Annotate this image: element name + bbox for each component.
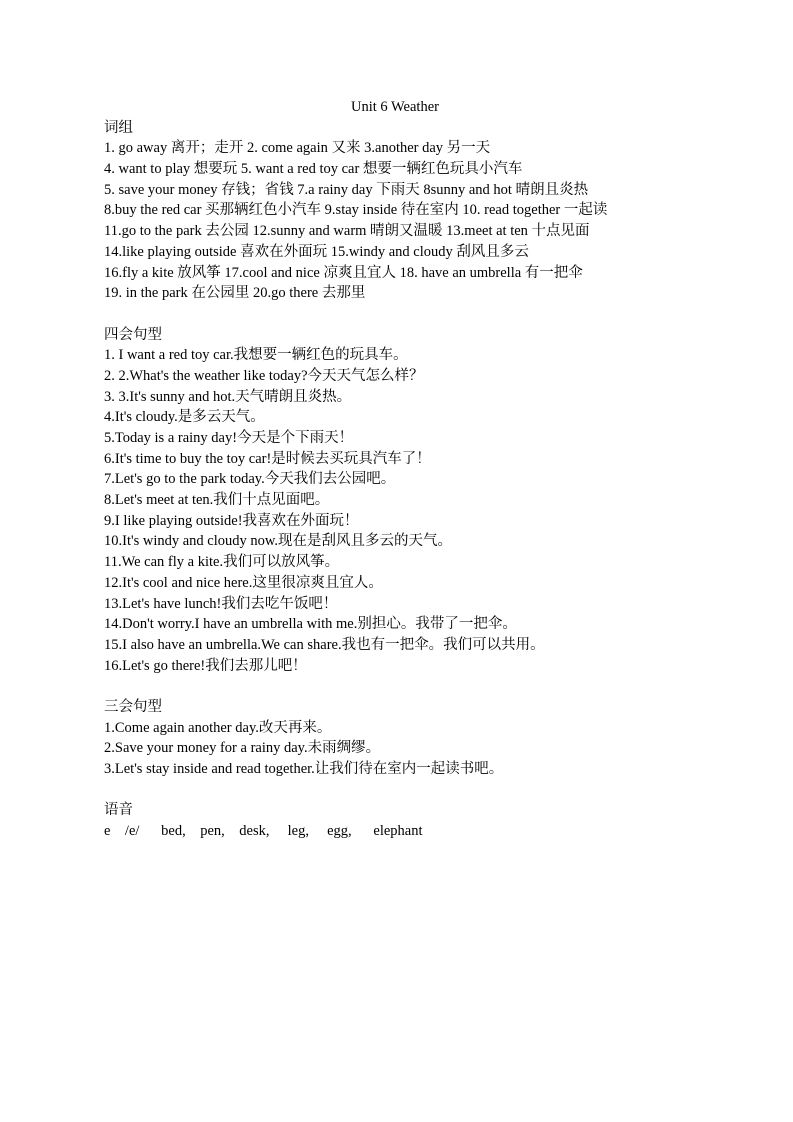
sentence-line: 14.Don't worry.I have an umbrella with me.别担心。我带了一把伞。: [104, 616, 517, 633]
phrase-line: 16.fly a kite 放风筝 17.cool and nice 凉爽且宜人 18. have an umbrella 有一把伞: [104, 264, 583, 281]
section-gap: [104, 676, 704, 697]
sentence-line: 5.Today is a rainy day!今天是个下雨天！: [104, 430, 354, 446]
sentence-line: 15.I also have an umbrella.We can share.我也有一把伞。我们可以共用。: [104, 636, 545, 653]
sentence-line: 2. 2.What's the weather like today?今天天气怎么样？: [104, 367, 424, 384]
sentence-line: 12.It's cool and nice here.这里很凉爽且宜人。: [104, 574, 383, 591]
sentence-line: 3. 3.It's sunny and hot.天气晴朗且炎热。: [104, 388, 352, 405]
sentence-line: 10.It's windy and cloudy now.现在是刮风且多云的天气。: [104, 533, 453, 550]
sentence-line: 16.Let's go there!我们去那儿吧！: [104, 657, 307, 674]
four-skill-sentences-section: [104, 325, 704, 677]
phonics-line: e /e/ bed, pen, desk, leg, egg, elephant: [104, 823, 423, 840]
phrases-section: [104, 118, 704, 304]
phrase-line: 11.go to the park 去公园 12.sunny and warm 晴朗又温暖 13.meet at ten 十点见面: [104, 223, 590, 240]
four-skill-heading: 四会句型: [104, 326, 162, 343]
section-gap: [104, 304, 704, 325]
phrases-heading: 词组: [104, 119, 133, 136]
sentence-line: 7.Let's go to the park today.今天我们去公园吧。: [104, 471, 396, 488]
phrase-line: 8.buy the red car 买那辆红色小汽车 9.stay inside 待在室内 10. read together 一起读: [104, 202, 608, 219]
document-page: [104, 97, 704, 842]
sentence-line: 13.Let's have lunch!我们去吃午饭吧！: [104, 595, 338, 612]
phrase-line: 14.like playing outside 喜欢在外面玩 15.windy and cloudy 刮风且多云: [104, 243, 529, 260]
three-skill-sentences-section: [104, 697, 704, 780]
phrase-line: 5. save your money 存钱；省钱 7.a rainy day 下雨天 8sunny and hot 晴朗且炎热: [104, 181, 589, 198]
sentence-line: 8.Let's meet at ten.我们十点见面吧。: [104, 492, 330, 509]
sentence-line: 9.I like playing outside!我喜欢在外面玩！: [104, 512, 359, 529]
sentence-line: 11.We can fly a kite.我们可以放风筝。: [104, 554, 340, 571]
sentence-line: 2.Save your money for a rainy day.未雨绸缪。: [104, 740, 381, 757]
phrase-line: 1. go away 离开；走开 2. come again 又来 3.another day 另一天: [104, 140, 491, 157]
phonics-section: [104, 800, 704, 841]
sentence-line: 6.It's time to buy the toy car!是时候去买玩具汽车了！: [104, 450, 431, 467]
phonics-heading: 语音: [104, 802, 133, 819]
page-title: Unit 6 Weather: [351, 99, 439, 115]
three-skill-heading: 三会句型: [104, 698, 162, 715]
sentence-line: 4.It's cloudy.是多云天气。: [104, 409, 265, 426]
phrase-line: 19. in the park 在公园里 20.go there 去那里: [104, 285, 366, 302]
phrase-line: 4. want to play 想要玩 5. want a red toy car 想要一辆红色玩具小汽车: [104, 161, 523, 178]
sentence-line: 1. I want a red toy car.我想要一辆红色的玩具车。: [104, 347, 408, 364]
section-gap: [104, 780, 704, 801]
sentence-line: 3.Let's stay inside and read together.让我们待在室内一起读书吧。: [104, 761, 504, 777]
sentence-line: 1.Come again another day.改天再来。: [104, 719, 332, 736]
